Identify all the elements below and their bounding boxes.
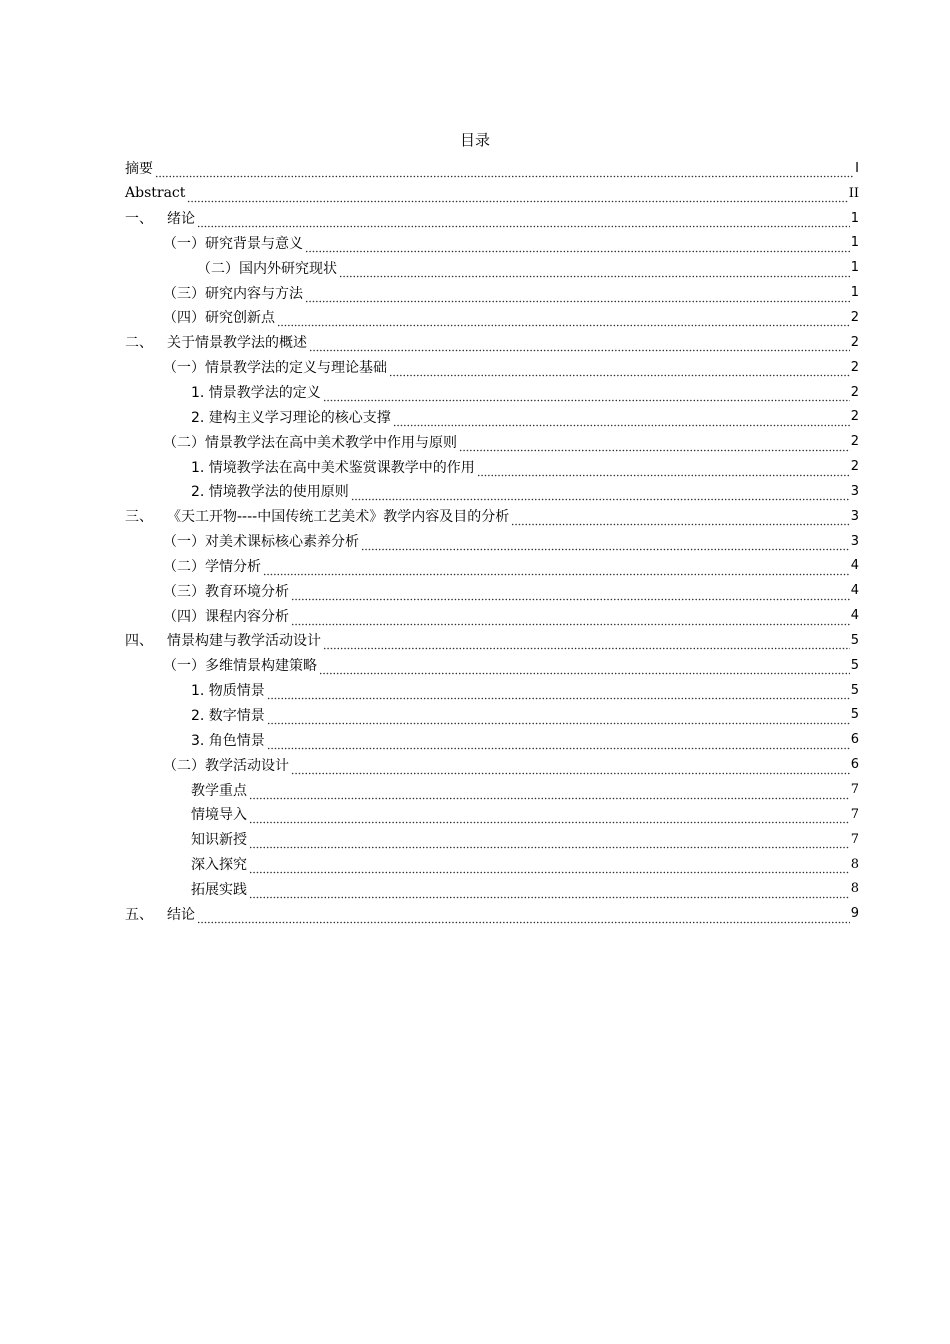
toc-title: 目录: [459, 131, 490, 149]
toc-entry-text: （三）研究内容与方法: [163, 285, 303, 302]
toc-entry-text: （三）教育环境分析: [163, 583, 289, 600]
toc-entry-section[interactable]: [125, 653, 859, 678]
toc-page-number: 2: [850, 384, 859, 400]
toc-entry-chapter-2[interactable]: [125, 330, 859, 355]
toc-page-number: 1: [850, 260, 859, 276]
toc-entry-text: （二）情景教学法在高中美术教学中作用与原则: [163, 434, 457, 451]
toc-page-number: 8: [850, 881, 859, 897]
toc-entry-subsection[interactable]: [125, 876, 859, 901]
dot-leader: [291, 612, 850, 626]
toc-entry-section[interactable]: [125, 554, 859, 579]
toc-entry-text: 绪论: [167, 211, 195, 228]
toc-entry-text: 1. 情境教学法在高中美术鉴赏课教学中的作用: [191, 459, 475, 476]
dot-leader: [309, 338, 850, 352]
toc-entry-text: 3. 角色情景: [191, 732, 265, 749]
dot-leader: [459, 438, 850, 452]
toc-page-number: 1: [850, 210, 859, 226]
toc-page-number: II: [848, 185, 859, 201]
toc-entry-section[interactable]: [125, 255, 859, 280]
dot-leader: [323, 636, 850, 650]
toc-page-number: 4: [850, 608, 859, 624]
toc-page-number: 7: [850, 831, 859, 847]
dot-leader: [155, 164, 854, 178]
toc-page-number: 9: [850, 906, 859, 922]
dot-leader: [249, 810, 850, 824]
toc-entry-subsection[interactable]: [125, 727, 859, 752]
toc-entry-section[interactable]: [125, 305, 859, 330]
toc-entry-text: 结论: [167, 906, 195, 923]
toc-chapter-number: 二、: [125, 335, 153, 352]
dot-leader: [511, 512, 850, 526]
toc-entry-text: 摘要: [125, 161, 153, 178]
toc-entry-section[interactable]: [125, 529, 859, 554]
toc-entry-text: 2. 数字情景: [191, 707, 265, 724]
toc-page-number: 2: [850, 409, 859, 425]
dot-leader: [393, 413, 850, 427]
dot-leader: [291, 587, 850, 601]
toc-entry-text: （一）多维情景构建策略: [163, 658, 317, 675]
toc-chapter-number: 三、: [125, 509, 153, 526]
toc-entry-section[interactable]: [125, 231, 859, 256]
dot-leader: [351, 487, 850, 501]
toc-entry-text: （四）研究创新点: [163, 310, 275, 327]
dot-leader: [267, 736, 850, 750]
toc-page-number: 1: [850, 235, 859, 251]
toc-entry-section[interactable]: [125, 578, 859, 603]
toc-entry-text: （二）学情分析: [163, 558, 261, 575]
toc-entry-text: Abstract: [125, 185, 186, 202]
dot-leader: [197, 214, 850, 228]
dot-leader: [305, 289, 850, 303]
toc-entry-text: 1. 情景教学法的定义: [191, 385, 321, 402]
dot-leader: [197, 910, 850, 924]
toc-page-number: I: [855, 160, 859, 176]
toc-entry-chapter-3[interactable]: [125, 504, 859, 529]
toc-entry-abstract-en[interactable]: [125, 181, 859, 206]
dot-leader: [277, 313, 850, 327]
toc-entry-subsection[interactable]: [125, 678, 859, 703]
toc-entry-chapter-5[interactable]: [125, 901, 859, 926]
table-of-contents: [125, 156, 859, 926]
toc-page-number: 7: [850, 782, 859, 798]
dot-leader: [319, 661, 850, 675]
dot-leader: [477, 463, 850, 477]
toc-entry-text: （四）课程内容分析: [163, 608, 289, 625]
toc-page-number: 3: [850, 533, 859, 549]
toc-page-number: 3: [850, 508, 859, 524]
dot-leader: [267, 711, 850, 725]
toc-entry-text: （二）国内外研究现状: [197, 260, 337, 277]
toc-entry-subsection[interactable]: [125, 827, 859, 852]
toc-entry-abstract-cn[interactable]: [125, 156, 859, 181]
toc-entry-text: 情景构建与教学活动设计: [167, 633, 321, 650]
toc-entry-section[interactable]: [125, 280, 859, 305]
toc-chapter-number: 五、: [125, 906, 153, 923]
toc-entry-subsection[interactable]: [125, 404, 859, 429]
dot-leader: [249, 835, 850, 849]
toc-page-number: 5: [850, 707, 859, 723]
toc-entry-text: 关于情景教学法的概述: [167, 335, 307, 352]
toc-page-number: 5: [850, 682, 859, 698]
dot-leader: [305, 239, 850, 253]
toc-entry-section[interactable]: [125, 429, 859, 454]
dot-leader: [323, 388, 850, 402]
dot-leader: [339, 264, 850, 278]
toc-entry-text: 1. 物质情景: [191, 683, 265, 700]
toc-entry-subsection[interactable]: [125, 777, 859, 802]
dot-leader: [267, 686, 850, 700]
toc-chapter-number: 一、: [125, 211, 153, 228]
toc-entry-text: 情境导入: [191, 807, 247, 824]
toc-entry-text: 《天工开物----中国传统工艺美术》教学内容及目的分析: [167, 509, 510, 526]
toc-entry-text: 深入探究: [191, 857, 247, 874]
toc-entry-subsection[interactable]: [125, 454, 859, 479]
toc-entry-section[interactable]: [125, 752, 859, 777]
dot-leader: [249, 786, 850, 800]
toc-page-number: 6: [850, 757, 859, 773]
toc-entry-section[interactable]: [125, 603, 859, 628]
toc-page-number: 6: [850, 732, 859, 748]
dot-leader: [389, 363, 850, 377]
toc-page-number: 5: [850, 657, 859, 673]
toc-entry-chapter-1[interactable]: [125, 206, 859, 231]
toc-page-number: 5: [850, 632, 859, 648]
dot-leader: [263, 562, 850, 576]
dot-leader: [249, 860, 850, 874]
toc-page-number: 7: [850, 806, 859, 822]
toc-entry-subsection[interactable]: [125, 703, 859, 728]
toc-page-number: 2: [850, 334, 859, 350]
toc-page-number: 2: [850, 359, 859, 375]
toc-page-number: 8: [850, 856, 859, 872]
dot-leader: [361, 537, 850, 551]
toc-entry-section[interactable]: [125, 355, 859, 380]
toc-entry-subsection[interactable]: [125, 479, 859, 504]
toc-entry-text: （二）教学活动设计: [163, 757, 289, 774]
toc-page-number: 2: [850, 459, 859, 475]
toc-entry-text: （一）情景教学法的定义与理论基础: [163, 360, 387, 377]
dot-leader: [249, 885, 850, 899]
toc-page-number: 3: [850, 483, 859, 499]
toc-entry-text: 2. 情境教学法的使用原则: [191, 484, 349, 501]
toc-page-number: 1: [850, 285, 859, 301]
toc-entry-text: （一）研究背景与意义: [163, 235, 303, 252]
toc-entry-text: （一）对美术课标核心素养分析: [163, 534, 359, 551]
toc-page-number: 2: [850, 309, 859, 325]
toc-page-number: 4: [850, 583, 859, 599]
toc-chapter-number: 四、: [125, 633, 153, 650]
toc-entry-text: 拓展实践: [191, 881, 247, 898]
toc-entry-chapter-4[interactable]: [125, 628, 859, 653]
toc-entry-text: 教学重点: [191, 782, 247, 799]
dot-leader: [187, 189, 847, 203]
dot-leader: [291, 761, 850, 775]
toc-page-number: 2: [850, 434, 859, 450]
toc-entry-text: 2. 建构主义学习理论的核心支撑: [191, 409, 391, 426]
toc-page-number: 4: [850, 558, 859, 574]
toc-entry-subsection[interactable]: [125, 852, 859, 877]
toc-entry-subsection[interactable]: [125, 380, 859, 405]
toc-entry-text: 知识新授: [191, 832, 247, 849]
toc-entry-subsection[interactable]: [125, 802, 859, 827]
